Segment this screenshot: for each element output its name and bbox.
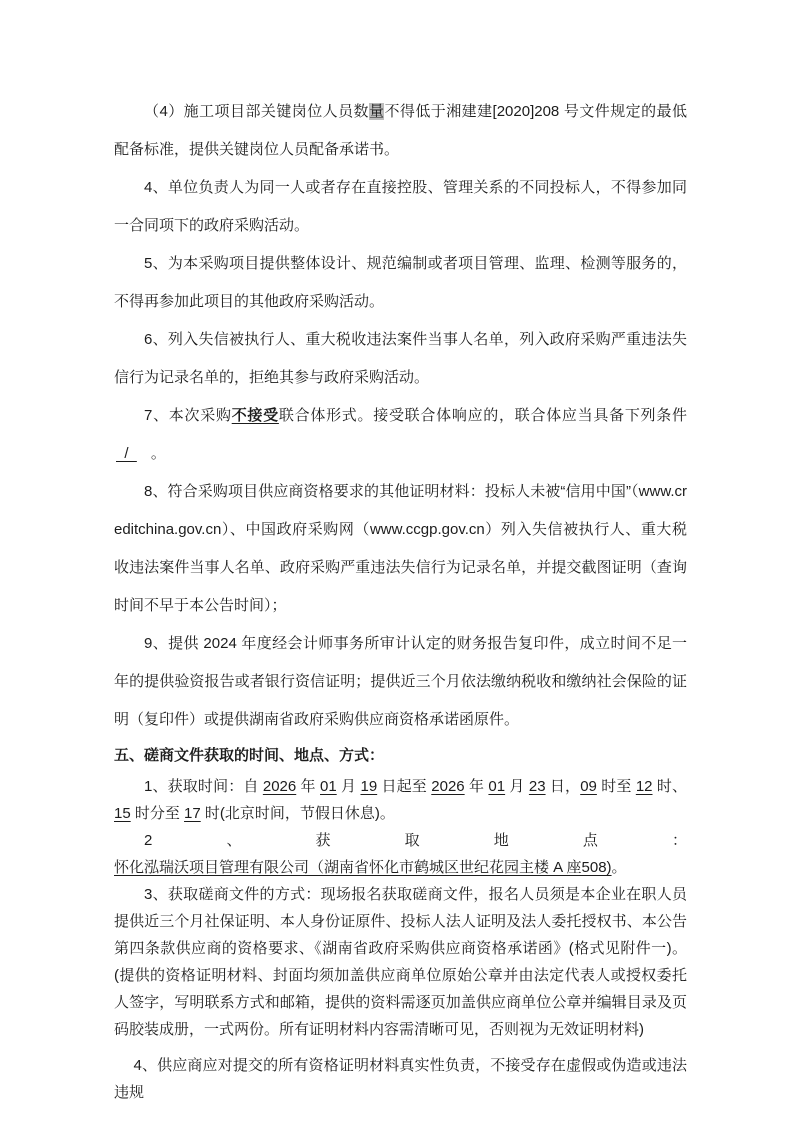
text-run: 2、获取地点： bbox=[144, 832, 687, 849]
text-run: 日起至 bbox=[377, 778, 432, 795]
afternoon-end-hour-value: 17 bbox=[184, 805, 201, 822]
text-run: 4、单位负责人为同一人或者存在直接控股、管理关系的不同投标人，不得参加同一合同项下的政府采购活动。 bbox=[114, 179, 687, 234]
text-run: 时分至 bbox=[130, 805, 185, 822]
text-run: 4、供应商应对提交的所有资格证明材料真实性负责，不接受存在虚假或伪造或违法违规 bbox=[114, 1057, 687, 1101]
consortium-condition-blank: / bbox=[116, 445, 137, 462]
acquire-method-paragraph bbox=[114, 881, 687, 1043]
clause-8-paragraph bbox=[114, 473, 687, 625]
start-year-value: 2026 bbox=[262, 778, 297, 795]
acquire-place-value: 怀化泓瑞沃项目管理有限公司（湖南省怀化市鹤城区世纪花园主楼 A 座508) bbox=[114, 859, 612, 876]
morning-end-hour-value: 12 bbox=[635, 778, 653, 795]
acquire-time-paragraph bbox=[114, 773, 687, 827]
text-run: 月 bbox=[505, 778, 529, 795]
text-run: 。 bbox=[611, 859, 627, 876]
text-run: 1、获取时间：自 bbox=[144, 778, 263, 795]
text-run: （4）施工项目部关键岗位人员数 bbox=[144, 103, 369, 120]
text-run: 时、 bbox=[652, 778, 687, 795]
text-run: 6、列入失信被执行人、重大税收违法案件当事人名单，列入政府采购严重违法失信行为记录名单的，拒绝其参与政府采购活动。 bbox=[114, 331, 687, 386]
text-run: 联合体形式。接受联合体响应的，联合体应当具备下列条件 bbox=[278, 407, 688, 424]
text-run: 年 bbox=[296, 778, 321, 795]
afternoon-start-hour-value: 15 bbox=[114, 805, 131, 822]
clause-5-paragraph bbox=[114, 245, 687, 321]
clause-9-paragraph bbox=[114, 625, 687, 739]
text-run: 7、本次采购 bbox=[144, 407, 232, 424]
clause-7-paragraph bbox=[114, 397, 687, 473]
highlighted-text: 量 bbox=[368, 103, 385, 120]
end-year-value: 2026 bbox=[431, 778, 465, 795]
text-run: 月 bbox=[336, 778, 361, 795]
start-month-value: 01 bbox=[320, 778, 337, 795]
text-run: 日， bbox=[545, 778, 581, 795]
text-run: 3、获取磋商文件的方式：现场报名获取磋商文件，报名人员须是本企业在职人员提供近三个月社保证明、本人身份证原件、投标人法人证明及法人委托授权书、本公告第四条款供应商的资格要求、《湖南省政府采购供应商资格承诺函》(格式见附件一)。(提供的资格证明材料、封面均须加盖供应商单位原始公章并由法定代表人或授权委托人签字，写明联系方式和邮箱，提供的资料需逐页加盖供应商单位公章并编辑目录及页码胶装成册，一式两份。所有证明材料内容需清晰可见，否则视为无效证明材料) bbox=[114, 886, 687, 1038]
text-run: 5、为本采购项目提供整体设计、规范编制或者项目管理、监理、检测等服务的，不得再参加此项目的其他政府采购活动。 bbox=[114, 255, 687, 310]
text-run: 年 bbox=[464, 778, 489, 795]
start-day-value: 19 bbox=[360, 778, 378, 795]
heading-text: 五、磋商文件获取的时间、地点、方式： bbox=[114, 747, 385, 764]
text-run: 。 bbox=[150, 445, 166, 462]
text-run: 时(北京时间，节假日休息)。 bbox=[200, 805, 395, 822]
text-run: 8、符合采购项目供应商资格要求的其他证明材料：投标人未被“信用中国”（www.creditchina.gov.cn）、中国政府采购网（www.ccgp.gov.cn）列入失信被执行人、重大税收违法案件当事人名单、政府采购严重违法失信行为记录名单，并提交截图证明（查询时间不早于本公告时间）； bbox=[114, 483, 687, 614]
clause-6-paragraph bbox=[114, 321, 687, 397]
morning-start-hour-value: 09 bbox=[580, 778, 597, 795]
not-accepted-emphasis: 不接受 bbox=[231, 407, 279, 424]
supplier-responsibility-paragraph bbox=[114, 1052, 687, 1106]
text-run: 不得低于湘建建[2020]208 号文件规定的最低配备标准，提供关键岗位人员配备承诺书。 bbox=[114, 103, 687, 158]
clause-4-sub4-paragraph bbox=[114, 93, 687, 169]
clause-4-paragraph bbox=[114, 169, 687, 245]
section-5-heading bbox=[114, 739, 687, 773]
end-day-value: 23 bbox=[528, 778, 546, 795]
end-month-value: 01 bbox=[488, 778, 506, 795]
text-run: 9、提供 2024 年度经会计师事务所审计认定的财务报告复印件，成立时间不足一年的提供验资报告或者银行资信证明；提供近三个月依法缴纳税收和缴纳社会保险的证明（复印件）或提供湖南省政府采购供应商资格承诺函原件。 bbox=[114, 635, 687, 728]
acquire-place-paragraph bbox=[114, 827, 687, 881]
text-run: 时至 bbox=[596, 778, 636, 795]
